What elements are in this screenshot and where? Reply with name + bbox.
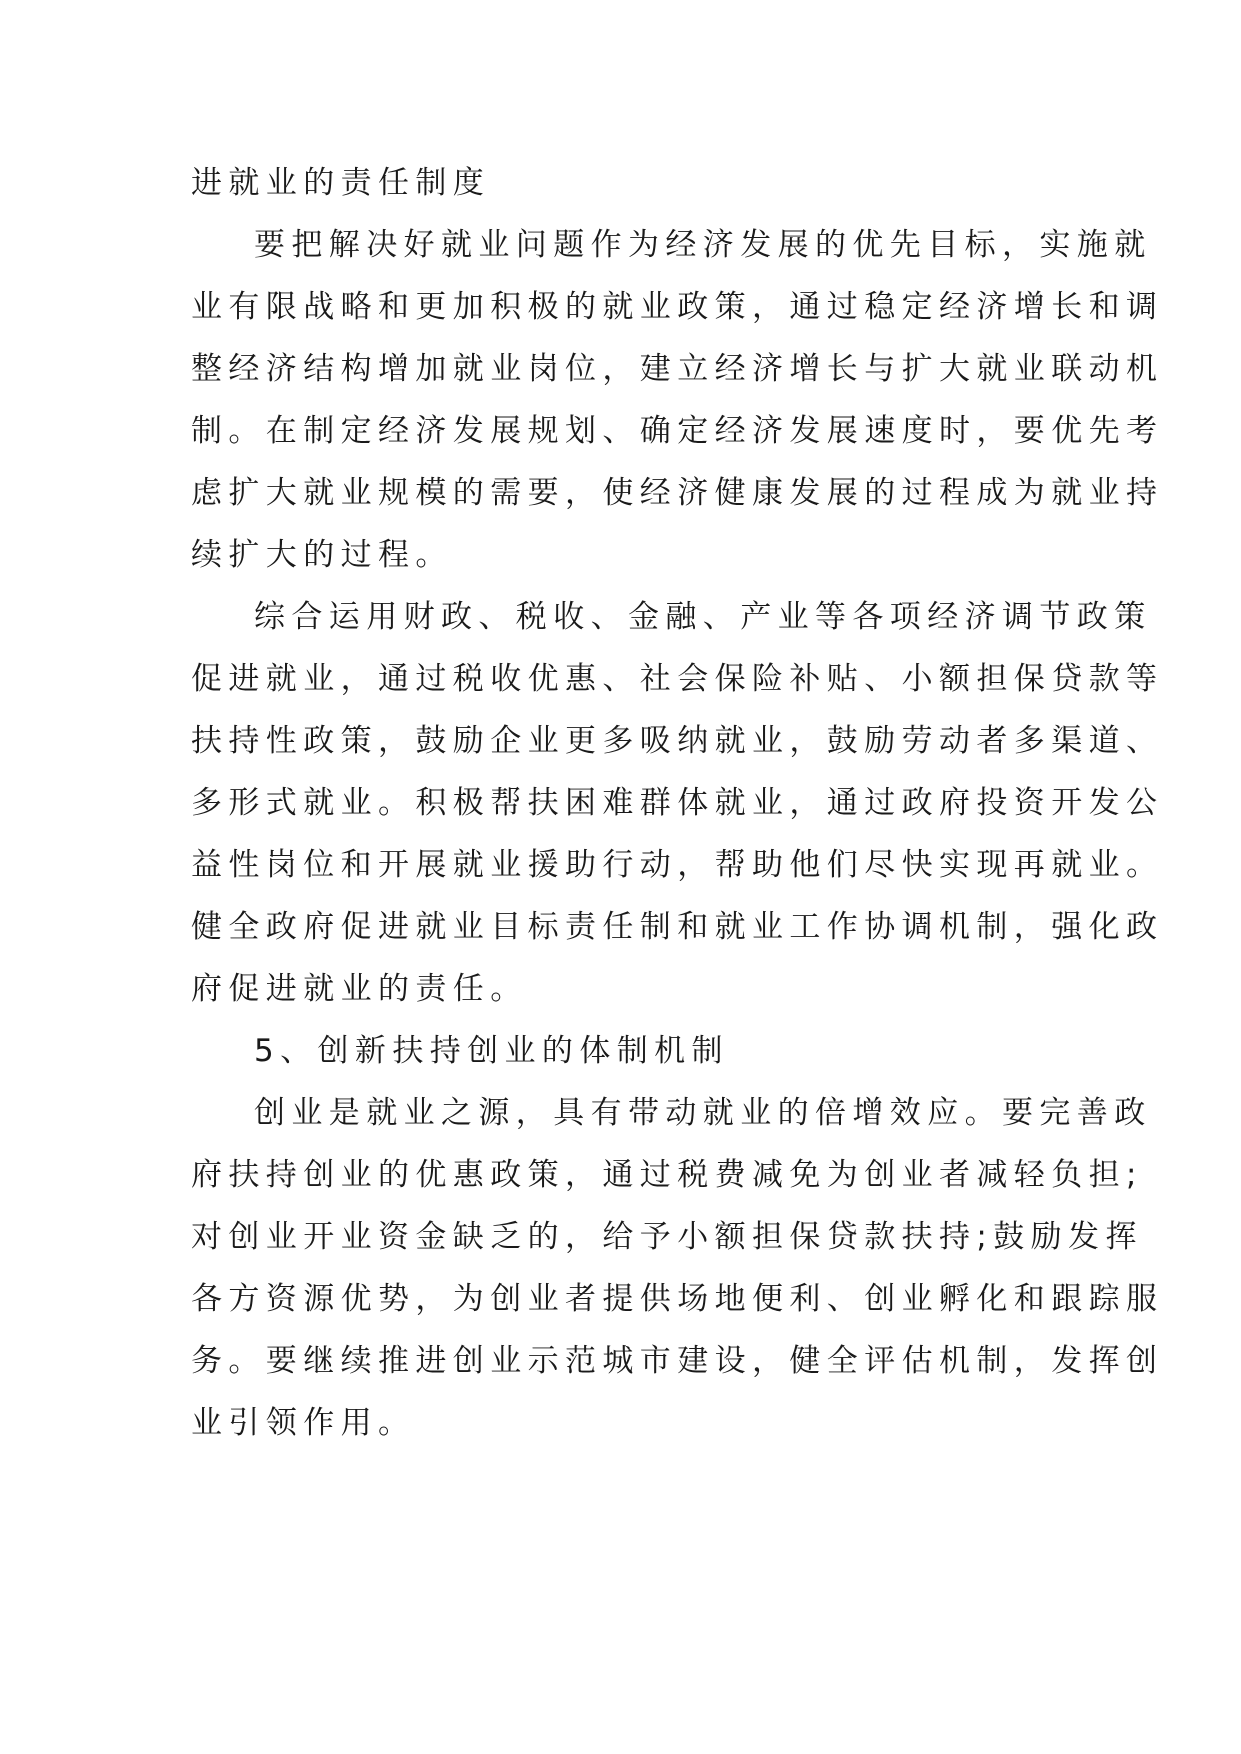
- text-line: 健全政府促进就业目标责任制和就业工作协调机制，强化政: [191, 909, 1164, 945]
- text-line: 业引领作用。: [191, 1405, 416, 1441]
- text-line: 续扩大的过程。: [191, 537, 453, 573]
- text-line: 多形式就业。积极帮扶困难群体就业，通过政府投资开发公: [191, 785, 1164, 821]
- text-line: 益性岗位和开展就业援助行动，帮助他们尽快实现再就业。: [191, 847, 1164, 883]
- text-line: 进就业的责任制度: [191, 165, 491, 201]
- text-line: 业有限战略和更加积极的就业政策，通过稳定经济增长和调: [191, 289, 1164, 325]
- text-line: 促进就业，通过税收优惠、社会保险补贴、小额担保贷款等: [191, 661, 1164, 697]
- text-line: 务。要继续推进创业示范城市建设，健全评估机制，发挥创: [191, 1343, 1164, 1379]
- text-line: 整经济结构增加就业岗位，建立经济增长与扩大就业联动机: [191, 351, 1164, 387]
- text-line: 扶持性政策，鼓励企业更多吸纳就业，鼓励劳动者多渠道、: [191, 723, 1164, 759]
- text-line: 府促进就业的责任。: [191, 971, 528, 1007]
- section-heading: 5、创新扶持创业的体制机制: [254, 1033, 729, 1069]
- paragraph-first-line: 要把解决好就业问题作为经济发展的优先目标，实施就: [254, 227, 1152, 263]
- text-line: 各方资源优势，为创业者提供场地便利、创业孵化和跟踪服: [191, 1281, 1164, 1317]
- text-line: 制。在制定经济发展规划、确定经济发展速度时，要优先考: [191, 413, 1164, 449]
- text-line: 府扶持创业的优惠政策，通过税费减免为创业者减轻负担;: [191, 1157, 1143, 1193]
- text-line: 对创业开业资金缺乏的，给予小额担保贷款扶持;鼓励发挥: [191, 1219, 1143, 1255]
- text-line: 虑扩大就业规模的需要，使经济健康发展的过程成为就业持: [191, 475, 1164, 511]
- paragraph-first-line: 综合运用财政、税收、金融、产业等各项经济调节政策: [254, 599, 1152, 635]
- paragraph-first-line: 创业是就业之源，具有带动就业的倍增效应。要完善政: [254, 1095, 1152, 1131]
